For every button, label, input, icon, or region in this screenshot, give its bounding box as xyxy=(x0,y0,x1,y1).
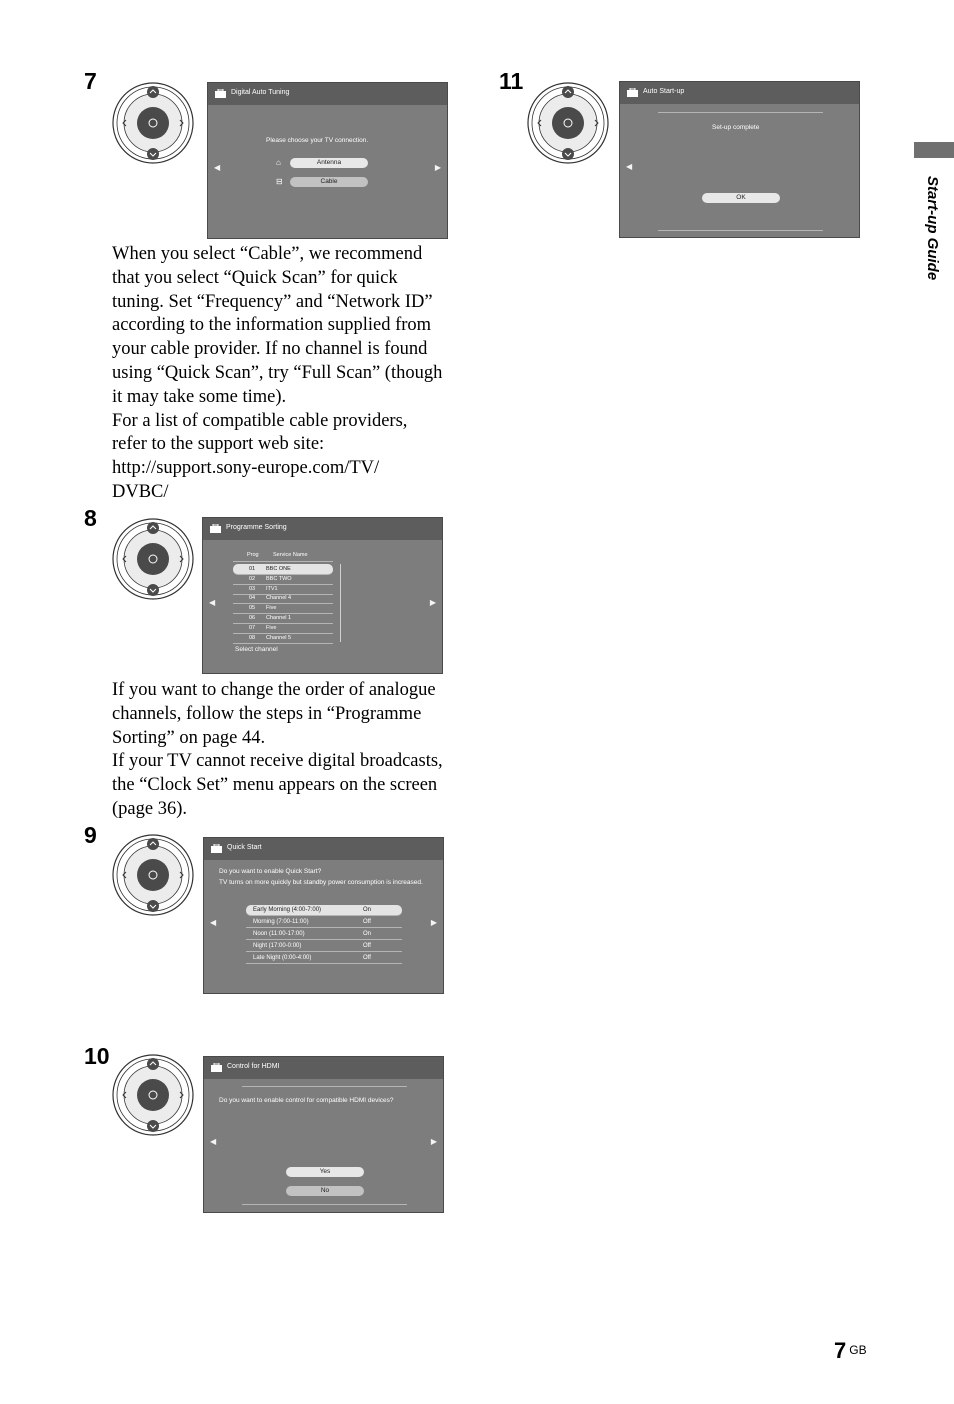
time-slot-value: On xyxy=(363,907,372,913)
option-no[interactable]: No xyxy=(286,1186,364,1196)
list-item[interactable] xyxy=(246,941,402,952)
list-scrollbar[interactable] xyxy=(340,564,341,642)
left-arrow-icon[interactable]: ◀ xyxy=(626,162,633,171)
toolbox-icon xyxy=(211,1063,222,1072)
tv-screen-digital-auto-tuning xyxy=(207,82,448,239)
toolbox-icon xyxy=(211,844,222,853)
service-name: BBC ONE xyxy=(266,566,291,572)
option-antenna[interactable]: Antenna xyxy=(290,158,368,168)
screen-title-bar xyxy=(208,83,447,105)
prog-number: 03 xyxy=(249,585,256,592)
tv-screen-quick-start xyxy=(203,837,444,994)
step-number-7: 7 xyxy=(84,68,97,94)
prog-number: 08 xyxy=(249,634,256,641)
tv-screen-auto-start-up xyxy=(619,81,860,238)
service-name: ITV1 xyxy=(266,585,278,592)
table-row[interactable] xyxy=(233,633,333,644)
paragraph: For a list of compatible cable providers, refer to the support web site: http://support.sony-europe.com/TV/ DVBC/ xyxy=(112,410,408,502)
time-slot-value: Off xyxy=(363,919,371,925)
remote-dpad-icon xyxy=(112,82,194,164)
side-tab-label: Start-up Guide xyxy=(924,176,941,281)
screen-footer: Select channel xyxy=(235,646,278,653)
right-arrow-icon[interactable]: ▶ xyxy=(434,163,441,172)
list-item[interactable] xyxy=(246,917,402,928)
step-number-8: 8 xyxy=(84,505,97,531)
left-arrow-icon[interactable]: ◀ xyxy=(210,1137,217,1146)
service-name: BBC TWO xyxy=(266,575,292,582)
screen-prompt: Do you want to enable Quick Start? xyxy=(219,868,322,875)
right-arrow-icon[interactable]: ▶ xyxy=(430,918,437,927)
screen-prompt: Please choose your TV connection. xyxy=(266,137,369,144)
time-slot-label: Noon (11:00-17:00) xyxy=(253,931,305,937)
prog-number: 05 xyxy=(249,605,256,612)
paragraph: When you select “Cable”, we recommend that you select “Quick Scan” for quick tuning. Set “Frequency” and “Network ID” according to the information supplied from your cable provider. If no channel is found using “Quick Scan”, try “Full Scan” (though it may take some time). xyxy=(112,244,443,407)
time-slot-value: On xyxy=(363,931,372,937)
step-number-9: 9 xyxy=(84,822,97,848)
screen-title: Quick Start xyxy=(227,844,262,851)
column-header-service: Service Name xyxy=(273,552,308,558)
toolbox-icon xyxy=(210,524,221,533)
cable-icon: ⊟ xyxy=(276,177,283,186)
screen-title-bar xyxy=(204,838,443,860)
screen-prompt-detail: TV turns on more quickly but standby power consumption is increased. xyxy=(219,879,423,886)
prog-number: 04 xyxy=(249,595,256,602)
time-slot-label: Morning (7:00-11:00) xyxy=(253,919,309,925)
setup-complete-message: Set-up complete xyxy=(712,124,760,131)
left-arrow-icon[interactable]: ◀ xyxy=(214,163,221,172)
ok-button[interactable]: OK xyxy=(702,193,780,203)
remote-dpad-icon xyxy=(112,1054,194,1136)
option-cable[interactable]: Cable xyxy=(290,177,368,187)
column-header-prog: Prog xyxy=(247,552,259,558)
list-item[interactable] xyxy=(246,929,402,940)
page-number xyxy=(834,1338,867,1364)
antenna-icon: ⌂ xyxy=(276,158,281,167)
service-name: Channel 1 xyxy=(266,615,292,621)
screen-title: Control for HDMI xyxy=(227,1063,280,1070)
service-name: Five xyxy=(266,605,277,612)
screen-prompt: Do you want to enable control for compatible HDMI devices? xyxy=(219,1097,394,1104)
left-arrow-icon[interactable]: ◀ xyxy=(209,598,216,607)
paragraph: If your TV cannot receive digital broadcasts, the “Clock Set” menu appears on the screen (page 36). xyxy=(112,751,443,819)
step-number-11: 11 xyxy=(499,68,524,94)
prog-number: 02 xyxy=(249,575,256,582)
page-number-suffix: GB xyxy=(849,1343,867,1357)
screen-title: Auto Start-up xyxy=(643,88,685,95)
service-name: Channel 4 xyxy=(266,595,292,602)
left-arrow-icon[interactable]: ◀ xyxy=(210,918,217,927)
remote-dpad-icon xyxy=(112,834,194,916)
option-yes[interactable]: Yes xyxy=(286,1167,364,1177)
screen-title-bar xyxy=(204,1057,443,1079)
right-arrow-icon[interactable]: ▶ xyxy=(430,1137,437,1146)
side-tab-marker xyxy=(914,142,954,158)
service-name: Five xyxy=(266,624,277,631)
paragraph: If you want to change the order of analogue channels, follow the steps in “Programme Sorting” on page 44. xyxy=(112,680,436,748)
screen-title: Programme Sorting xyxy=(226,524,287,531)
time-slot-label: Late Night (0:00-4:00) xyxy=(253,955,312,961)
time-slot-value: Off xyxy=(363,943,371,949)
step-7-text xyxy=(112,243,452,505)
remote-dpad-icon xyxy=(527,82,609,164)
service-name: Channel 5 xyxy=(266,634,292,641)
prog-number: 06 xyxy=(249,615,256,621)
right-arrow-icon[interactable]: ▶ xyxy=(429,598,436,607)
list-item[interactable] xyxy=(246,905,402,916)
step-8-text xyxy=(112,679,452,822)
toolbox-icon xyxy=(215,89,226,98)
prog-number: 01 xyxy=(249,566,256,572)
list-item[interactable] xyxy=(246,953,402,964)
screen-title-bar xyxy=(203,518,442,540)
tv-screen-programme-sorting xyxy=(202,517,443,674)
tv-screen-control-for-hdmi xyxy=(203,1056,444,1213)
step-number-10: 10 xyxy=(84,1043,110,1069)
screen-title-bar xyxy=(620,82,859,104)
time-slot-value: Off xyxy=(363,955,371,961)
time-slot-label: Early Morning (4:00-7:00) xyxy=(253,907,322,913)
toolbox-icon xyxy=(627,88,638,97)
time-slot-label: Night (17:00-0:00) xyxy=(253,943,302,949)
prog-number: 07 xyxy=(249,624,256,631)
page-number-value: 7 xyxy=(834,1338,847,1363)
screen-title: Digital Auto Tuning xyxy=(231,89,290,96)
remote-dpad-icon xyxy=(112,518,194,600)
